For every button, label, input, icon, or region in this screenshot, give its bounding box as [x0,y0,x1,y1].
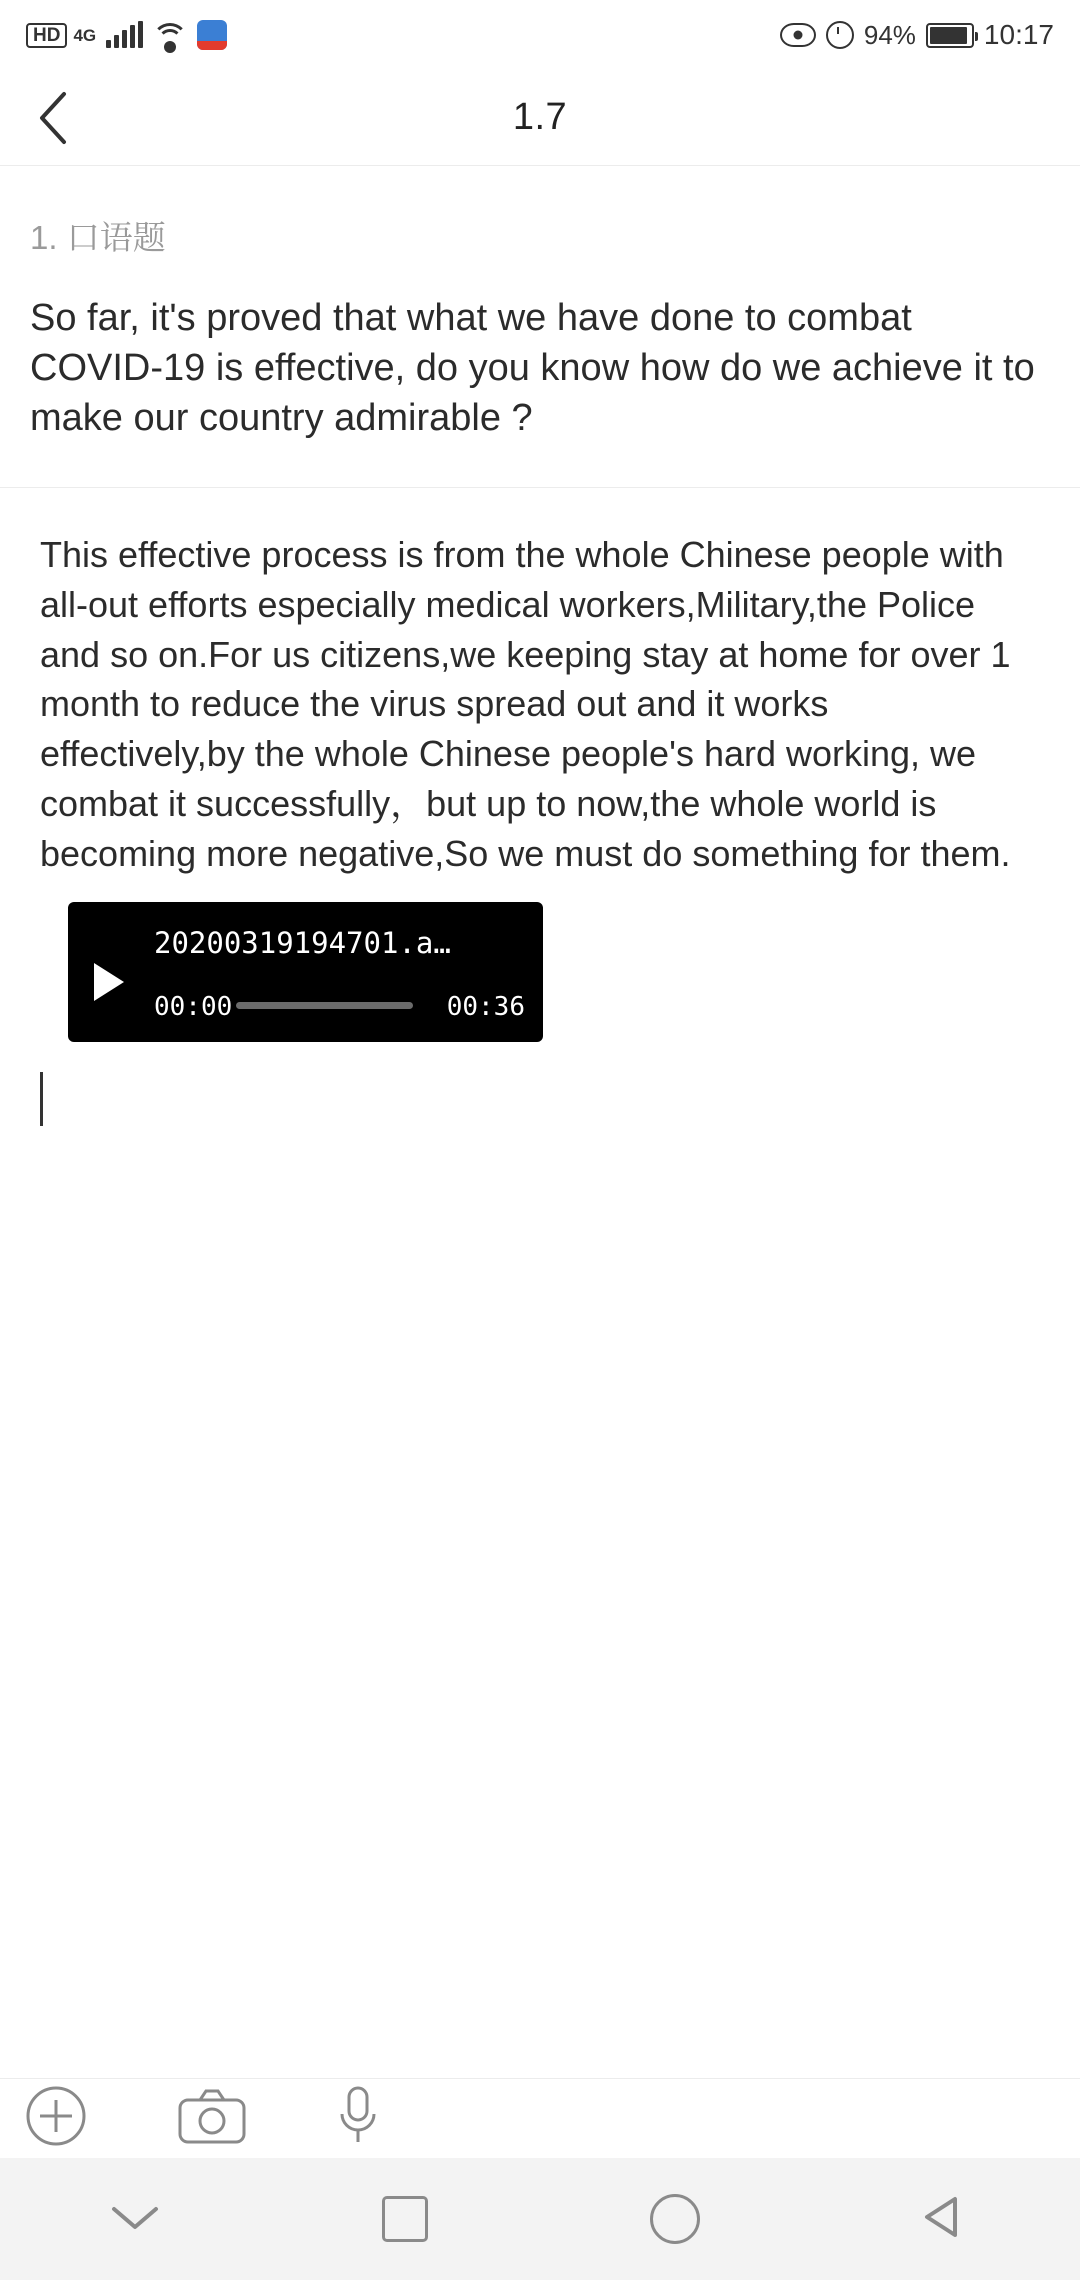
square-icon [382,2196,428,2242]
editor-toolbar [0,2078,1080,2158]
status-bar-right [780,19,1054,51]
audio-duration: 00:36 [446,992,525,1023]
network-type-label: 4G [73,26,97,45]
eye-comfort-icon [780,23,816,47]
back-button[interactable] [22,88,82,148]
battery-percent-label: 94% [863,19,916,50]
recents-button[interactable] [345,2158,465,2280]
hd-icon: HD [26,23,67,48]
camera-icon[interactable] [176,2086,248,2151]
signal-bars-icon [106,22,143,48]
play-icon[interactable] [94,963,124,1001]
back-button-nav[interactable] [885,2158,1005,2280]
app-icon [197,20,227,50]
back-chevron-icon [34,88,70,148]
circle-icon [650,2194,700,2244]
status-bar-left [26,20,227,50]
answer-text[interactable]: This effective process is from the whole Chinese people with all-out efforts especially medical workers,Military,the Police and so on.For us citizens,we keeping stay at home for over 1 month to reduce the virus spread out and it works effectively,by the whole Chinese people's hard working, we combat it successfully，but up to now,the whole world is becoming more negative,So we must do something for them. [40,534,1021,874]
system-navigation-bar [0,2158,1080,2280]
audio-attachment[interactable] [0,878,1080,1042]
wifi-icon [153,21,187,49]
hide-keyboard-button[interactable] [75,2158,195,2280]
answer-block[interactable] [0,488,1080,1126]
question-number-label: 1. 口语题 [30,219,166,256]
battery-icon [926,23,974,48]
audio-current-time: 00:00 [154,992,233,1023]
page-title: 1.7 [512,96,568,138]
chevron-down-icon [106,2197,164,2242]
home-button[interactable] [615,2158,735,2280]
alarm-icon [826,21,854,49]
question-block [0,166,1080,487]
status-bar [0,0,1080,70]
add-circle-icon[interactable] [24,2084,88,2153]
audio-filename: 20200319194701.a… [154,926,451,961]
question-text: So far, it's proved that what we have done to combat COVID-19 is effective, do you know how do we achieve it to make our country admirable ? [30,297,1035,440]
text-cursor [40,1072,43,1126]
microphone-icon[interactable] [336,2084,380,2153]
clock-label: 10:17 [983,19,1054,50]
back-triangle-icon [921,2193,969,2246]
title-bar [0,70,1080,166]
audio-player[interactable] [68,902,543,1042]
audio-progress-slider[interactable] [236,1002,413,1009]
